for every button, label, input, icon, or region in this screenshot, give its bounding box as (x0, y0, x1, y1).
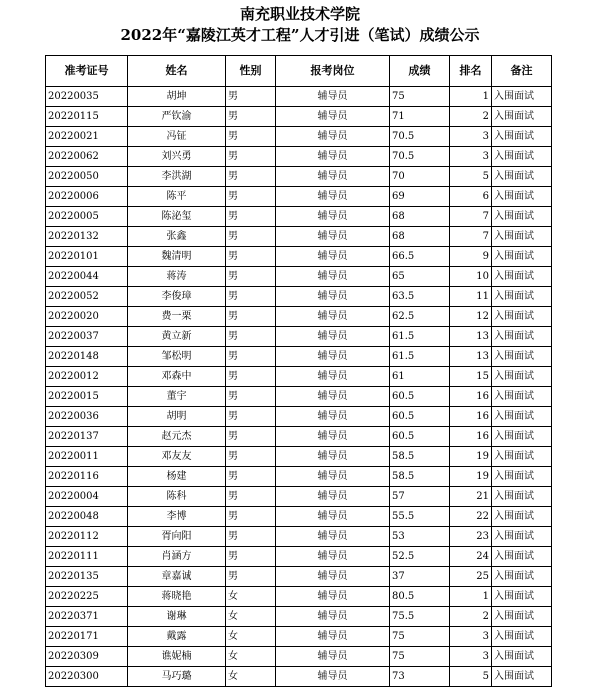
cell-name: 严钦渝 (128, 107, 226, 127)
cell-exam-id: 20220371 (46, 607, 128, 627)
cell-rank: 2 (450, 107, 492, 127)
cell-note: 入围面试 (492, 247, 552, 267)
cell-post: 辅导员 (276, 647, 390, 667)
cell-name: 陈泌玺 (128, 207, 226, 227)
cell-post: 辅导员 (276, 607, 390, 627)
cell-rank: 19 (450, 467, 492, 487)
cell-rank: 3 (450, 627, 492, 647)
cell-name: 李俊璋 (128, 287, 226, 307)
cell-note: 入围面试 (492, 547, 552, 567)
cell-name: 董宇 (128, 387, 226, 407)
table-row (46, 187, 552, 207)
cell-rank: 16 (450, 427, 492, 447)
cell-note: 入围面试 (492, 187, 552, 207)
cell-score: 68 (390, 227, 450, 247)
cell-note: 入围面试 (492, 467, 552, 487)
header-rank: 排名 (450, 56, 492, 87)
table-row (46, 407, 552, 427)
cell-rank: 15 (450, 367, 492, 387)
cell-gender: 男 (226, 347, 276, 367)
cell-name: 黄立新 (128, 327, 226, 347)
cell-exam-id: 20220015 (46, 387, 128, 407)
cell-post: 辅导员 (276, 407, 390, 427)
cell-score: 61.5 (390, 347, 450, 367)
table-body (46, 87, 552, 687)
cell-post: 辅导员 (276, 227, 390, 247)
cell-note: 入围面试 (492, 167, 552, 187)
cell-score: 52.5 (390, 547, 450, 567)
cell-post: 辅导员 (276, 427, 390, 447)
header-name: 姓名 (128, 56, 226, 87)
cell-rank: 1 (450, 587, 492, 607)
cell-exam-id: 20220135 (46, 567, 128, 587)
cell-score: 61 (390, 367, 450, 387)
cell-rank: 24 (450, 547, 492, 567)
cell-gender: 男 (226, 327, 276, 347)
cell-note: 入围面试 (492, 347, 552, 367)
cell-exam-id: 20220036 (46, 407, 128, 427)
table-row (46, 167, 552, 187)
cell-gender: 男 (226, 247, 276, 267)
cell-rank: 19 (450, 447, 492, 467)
cell-score: 69 (390, 187, 450, 207)
cell-post: 辅导员 (276, 247, 390, 267)
cell-score: 37 (390, 567, 450, 587)
table-row (46, 627, 552, 647)
cell-gender: 男 (226, 147, 276, 167)
cell-exam-id: 20220035 (46, 87, 128, 107)
table-row (46, 207, 552, 227)
table-row (46, 587, 552, 607)
cell-gender: 男 (226, 527, 276, 547)
cell-score: 58.5 (390, 467, 450, 487)
cell-gender: 女 (226, 587, 276, 607)
cell-score: 75 (390, 87, 450, 107)
cell-gender: 男 (226, 447, 276, 467)
cell-name: 蒋涛 (128, 267, 226, 287)
cell-name: 费一栗 (128, 307, 226, 327)
cell-post: 辅导员 (276, 367, 390, 387)
cell-rank: 11 (450, 287, 492, 307)
cell-rank: 16 (450, 387, 492, 407)
cell-post: 辅导员 (276, 307, 390, 327)
cell-exam-id: 20220111 (46, 547, 128, 567)
cell-rank: 3 (450, 147, 492, 167)
cell-post: 辅导员 (276, 547, 390, 567)
cell-note: 入围面试 (492, 487, 552, 507)
cell-exam-id: 20220309 (46, 647, 128, 667)
table-row (46, 507, 552, 527)
cell-post: 辅导员 (276, 87, 390, 107)
cell-score: 60.5 (390, 427, 450, 447)
cell-name: 章嘉诚 (128, 567, 226, 587)
cell-score: 55.5 (390, 507, 450, 527)
table-row (46, 307, 552, 327)
cell-gender: 男 (226, 107, 276, 127)
cell-name: 胡坤 (128, 87, 226, 107)
cell-name: 李博 (128, 507, 226, 527)
table-row (46, 127, 552, 147)
table-row (46, 387, 552, 407)
cell-rank: 25 (450, 567, 492, 587)
cell-exam-id: 20220101 (46, 247, 128, 267)
cell-post: 辅导员 (276, 587, 390, 607)
cell-gender: 男 (226, 227, 276, 247)
cell-post: 辅导员 (276, 107, 390, 127)
table-row (46, 367, 552, 387)
cell-gender: 男 (226, 387, 276, 407)
cell-score: 63.5 (390, 287, 450, 307)
cell-rank: 1 (450, 87, 492, 107)
table-row (46, 87, 552, 107)
cell-name: 赵元杰 (128, 427, 226, 447)
cell-post: 辅导员 (276, 487, 390, 507)
page-title-institution: 南充职业技术学院 (239, 5, 360, 23)
cell-exam-id: 20220148 (46, 347, 128, 367)
table-row (46, 527, 552, 547)
cell-name: 李洪湖 (128, 167, 226, 187)
cell-score: 62.5 (390, 307, 450, 327)
header-note: 备注 (492, 56, 552, 87)
cell-post: 辅导员 (276, 287, 390, 307)
cell-exam-id: 20220062 (46, 147, 128, 167)
cell-name: 马巧璐 (128, 667, 226, 687)
header-exam-id: 准考证号 (46, 56, 128, 87)
cell-rank: 12 (450, 307, 492, 327)
cell-score: 70.5 (390, 127, 450, 147)
cell-note: 入围面试 (492, 127, 552, 147)
cell-score: 65 (390, 267, 450, 287)
cell-post: 辅导员 (276, 327, 390, 347)
cell-score: 75 (390, 647, 450, 667)
cell-post: 辅导员 (276, 627, 390, 647)
cell-rank: 6 (450, 187, 492, 207)
cell-score: 70.5 (390, 147, 450, 167)
cell-post: 辅导员 (276, 467, 390, 487)
header-post: 报考岗位 (276, 56, 390, 87)
cell-gender: 女 (226, 627, 276, 647)
cell-name: 邓森中 (128, 367, 226, 387)
cell-exam-id: 20220115 (46, 107, 128, 127)
cell-note: 入围面试 (492, 87, 552, 107)
cell-rank: 5 (450, 167, 492, 187)
cell-gender: 男 (226, 547, 276, 567)
cell-score: 57 (390, 487, 450, 507)
cell-note: 入围面试 (492, 107, 552, 127)
cell-post: 辅导员 (276, 567, 390, 587)
table-row (46, 347, 552, 367)
cell-note: 入围面试 (492, 287, 552, 307)
cell-name: 肖涵方 (128, 547, 226, 567)
cell-note: 入围面试 (492, 647, 552, 667)
table-row (46, 467, 552, 487)
cell-post: 辅导员 (276, 187, 390, 207)
table-row (46, 267, 552, 287)
cell-gender: 男 (226, 307, 276, 327)
cell-score: 73 (390, 667, 450, 687)
cell-gender: 男 (226, 487, 276, 507)
cell-gender: 男 (226, 127, 276, 147)
cell-gender: 男 (226, 467, 276, 487)
cell-exam-id: 20220048 (46, 507, 128, 527)
cell-note: 入围面试 (492, 327, 552, 347)
cell-post: 辅导员 (276, 447, 390, 467)
cell-note: 入围面试 (492, 447, 552, 467)
cell-name: 陈科 (128, 487, 226, 507)
cell-score: 61.5 (390, 327, 450, 347)
cell-rank: 10 (450, 267, 492, 287)
cell-exam-id: 20220006 (46, 187, 128, 207)
cell-score: 80.5 (390, 587, 450, 607)
results-table (45, 55, 552, 687)
cell-exam-id: 20220132 (46, 227, 128, 247)
cell-note: 入围面试 (492, 227, 552, 247)
page-title-announcement: 2022年“嘉陵江英才工程”人才引进（笔试）成绩公示 (120, 26, 480, 44)
cell-gender: 男 (226, 427, 276, 447)
cell-exam-id: 20220225 (46, 587, 128, 607)
cell-rank: 13 (450, 347, 492, 367)
cell-post: 辅导员 (276, 667, 390, 687)
table-row (46, 487, 552, 507)
table-row (46, 287, 552, 307)
header-gender: 性别 (226, 56, 276, 87)
cell-score: 53 (390, 527, 450, 547)
cell-name: 谢琳 (128, 607, 226, 627)
cell-rank: 21 (450, 487, 492, 507)
cell-name: 蒋晓艳 (128, 587, 226, 607)
cell-note: 入围面试 (492, 567, 552, 587)
table-row (46, 427, 552, 447)
cell-note: 入围面试 (492, 407, 552, 427)
cell-score: 60.5 (390, 407, 450, 427)
cell-exam-id: 20220020 (46, 307, 128, 327)
cell-rank: 3 (450, 647, 492, 667)
cell-post: 辅导员 (276, 147, 390, 167)
cell-name: 胡明 (128, 407, 226, 427)
table-header-row (46, 56, 552, 87)
cell-exam-id: 20220021 (46, 127, 128, 147)
cell-post: 辅导员 (276, 127, 390, 147)
cell-exam-id: 20220005 (46, 207, 128, 227)
cell-post: 辅导员 (276, 267, 390, 287)
cell-gender: 女 (226, 607, 276, 627)
cell-exam-id: 20220004 (46, 487, 128, 507)
cell-note: 入围面试 (492, 427, 552, 447)
cell-score: 75.5 (390, 607, 450, 627)
cell-exam-id: 20220037 (46, 327, 128, 347)
cell-name: 胥向阳 (128, 527, 226, 547)
cell-gender: 男 (226, 507, 276, 527)
cell-gender: 男 (226, 187, 276, 207)
cell-note: 入围面试 (492, 587, 552, 607)
cell-rank: 22 (450, 507, 492, 527)
cell-note: 入围面试 (492, 607, 552, 627)
cell-note: 入围面试 (492, 507, 552, 527)
table-row (46, 247, 552, 267)
cell-gender: 男 (226, 207, 276, 227)
table-row (46, 567, 552, 587)
cell-gender: 男 (226, 407, 276, 427)
cell-gender: 男 (226, 367, 276, 387)
table-row (46, 667, 552, 687)
cell-exam-id: 20220112 (46, 527, 128, 547)
cell-gender: 男 (226, 87, 276, 107)
title-block (0, 0, 600, 54)
cell-score: 75 (390, 627, 450, 647)
table-row (46, 547, 552, 567)
cell-rank: 13 (450, 327, 492, 347)
cell-rank: 7 (450, 207, 492, 227)
cell-post: 辅导员 (276, 347, 390, 367)
header-score: 成绩 (390, 56, 450, 87)
cell-gender: 男 (226, 287, 276, 307)
cell-name: 谯妮楠 (128, 647, 226, 667)
cell-exam-id: 20220137 (46, 427, 128, 447)
cell-name: 陈平 (128, 187, 226, 207)
cell-note: 入围面试 (492, 367, 552, 387)
table-row (46, 227, 552, 247)
cell-note: 入围面试 (492, 307, 552, 327)
table-row (46, 607, 552, 627)
cell-rank: 5 (450, 667, 492, 687)
cell-note: 入围面试 (492, 627, 552, 647)
cell-note: 入围面试 (492, 667, 552, 687)
cell-score: 70 (390, 167, 450, 187)
cell-gender: 男 (226, 267, 276, 287)
cell-note: 入围面试 (492, 207, 552, 227)
cell-exam-id: 20220044 (46, 267, 128, 287)
cell-rank: 3 (450, 127, 492, 147)
cell-name: 刘兴勇 (128, 147, 226, 167)
cell-name: 杨建 (128, 467, 226, 487)
cell-score: 71 (390, 107, 450, 127)
cell-note: 入围面试 (492, 147, 552, 167)
cell-post: 辅导员 (276, 207, 390, 227)
cell-post: 辅导员 (276, 507, 390, 527)
table-row (46, 327, 552, 347)
cell-note: 入围面试 (492, 267, 552, 287)
cell-exam-id: 20220012 (46, 367, 128, 387)
cell-note: 入围面试 (492, 527, 552, 547)
cell-post: 辅导员 (276, 527, 390, 547)
cell-gender: 女 (226, 647, 276, 667)
cell-exam-id: 20220052 (46, 287, 128, 307)
cell-exam-id: 20220300 (46, 667, 128, 687)
table-row (46, 107, 552, 127)
cell-name: 张鑫 (128, 227, 226, 247)
cell-score: 60.5 (390, 387, 450, 407)
cell-rank: 23 (450, 527, 492, 547)
cell-gender: 男 (226, 167, 276, 187)
cell-gender: 男 (226, 567, 276, 587)
table-row (46, 647, 552, 667)
cell-score: 58.5 (390, 447, 450, 467)
cell-exam-id: 20220050 (46, 167, 128, 187)
cell-name: 魏清明 (128, 247, 226, 267)
cell-exam-id: 20220011 (46, 447, 128, 467)
cell-score: 66.5 (390, 247, 450, 267)
cell-post: 辅导员 (276, 387, 390, 407)
cell-name: 戴露 (128, 627, 226, 647)
cell-exam-id: 20220116 (46, 467, 128, 487)
cell-rank: 16 (450, 407, 492, 427)
cell-gender: 女 (226, 667, 276, 687)
cell-rank: 9 (450, 247, 492, 267)
table-row (46, 447, 552, 467)
cell-rank: 7 (450, 227, 492, 247)
cell-post: 辅导员 (276, 167, 390, 187)
cell-rank: 2 (450, 607, 492, 627)
table-row (46, 147, 552, 167)
cell-name: 冯钲 (128, 127, 226, 147)
cell-name: 邓友友 (128, 447, 226, 467)
cell-name: 邹松明 (128, 347, 226, 367)
cell-score: 68 (390, 207, 450, 227)
cell-note: 入围面试 (492, 387, 552, 407)
cell-exam-id: 20220171 (46, 627, 128, 647)
